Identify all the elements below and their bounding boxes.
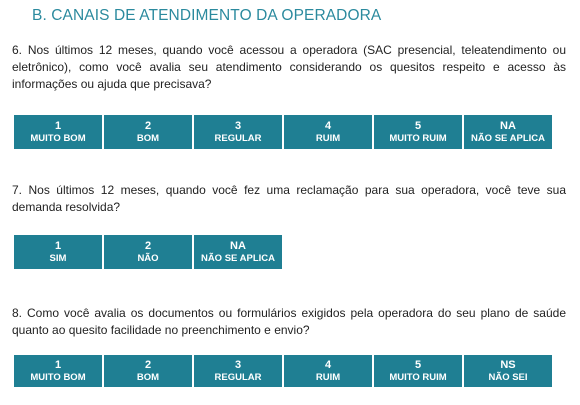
- question-7-options: [14, 235, 282, 269]
- option-code: 2: [144, 240, 152, 252]
- option-code: 2: [144, 120, 152, 132]
- q8-option-4[interactable]: [284, 355, 372, 387]
- q8-option-3[interactable]: [194, 355, 282, 387]
- q7-option-2[interactable]: [104, 235, 192, 269]
- option-code: 5: [414, 359, 422, 371]
- q6-option-4[interactable]: [284, 115, 372, 149]
- q6-option-3[interactable]: [194, 115, 282, 149]
- question-8-text: 8. Como você avalia os documentos ou formulários exigidos pela operadora do seu plano de saúde quanto ao quesito facilidade no preenchimento e envio?: [12, 306, 566, 337]
- option-code: NA: [500, 120, 516, 132]
- option-label: REGULAR: [214, 372, 262, 383]
- option-code: 1: [54, 120, 62, 132]
- option-label: MUITO RUIM: [389, 133, 447, 144]
- option-code: 4: [324, 359, 332, 371]
- q8-option-5[interactable]: [374, 355, 462, 387]
- option-label: NÃO SE APLICA: [200, 253, 276, 264]
- option-code: 3: [234, 359, 242, 371]
- option-label: MUITO BOM: [30, 372, 86, 383]
- option-label: RUIM: [315, 133, 341, 144]
- question-6-options: [14, 115, 552, 149]
- option-label: BOM: [136, 133, 160, 144]
- option-label: NÃO SE APLICA: [470, 133, 546, 144]
- option-label: MUITO BOM: [30, 133, 86, 144]
- question-7-text: 7. Nos últimos 12 meses, quando você fez uma reclamação para sua operadora, você teve sua demanda resolvida?: [12, 183, 566, 214]
- question-8-options: [14, 355, 552, 387]
- option-code: NA: [230, 240, 246, 252]
- option-code: 2: [144, 359, 152, 371]
- option-label: BOM: [136, 372, 160, 383]
- option-code: 3: [234, 120, 242, 132]
- q7-option-na[interactable]: [194, 235, 282, 269]
- q6-option-na[interactable]: [464, 115, 552, 149]
- q8-option-1[interactable]: [14, 355, 102, 387]
- option-code: 4: [324, 120, 332, 132]
- option-code: 5: [414, 120, 422, 132]
- option-label: MUITO RUIM: [389, 372, 447, 383]
- option-label: NÃO SEI: [488, 372, 528, 383]
- option-code: 1: [54, 240, 62, 252]
- option-label: NÃO: [137, 253, 159, 264]
- q6-option-2[interactable]: [104, 115, 192, 149]
- q6-option-5[interactable]: [374, 115, 462, 149]
- q6-option-1[interactable]: [14, 115, 102, 149]
- option-code: NS: [500, 359, 516, 371]
- option-code: 1: [54, 359, 62, 371]
- q8-option-ns[interactable]: [464, 355, 552, 387]
- q7-option-1[interactable]: [14, 235, 102, 269]
- question-6-text: 6. Nos últimos 12 meses, quando você acessou a operadora (SAC presencial, teleatendimento ou eletrônico), como você avalia seu atendimento considerando os quesitos respeito e acesso às informações ou ajuda que precisava?: [12, 43, 566, 91]
- q8-option-2[interactable]: [104, 355, 192, 387]
- option-label: SIM: [49, 253, 67, 264]
- section-title: B. CANAIS DE ATENDIMENTO DA OPERADORA: [32, 7, 382, 24]
- option-label: RUIM: [315, 372, 341, 383]
- option-label: REGULAR: [214, 133, 262, 144]
